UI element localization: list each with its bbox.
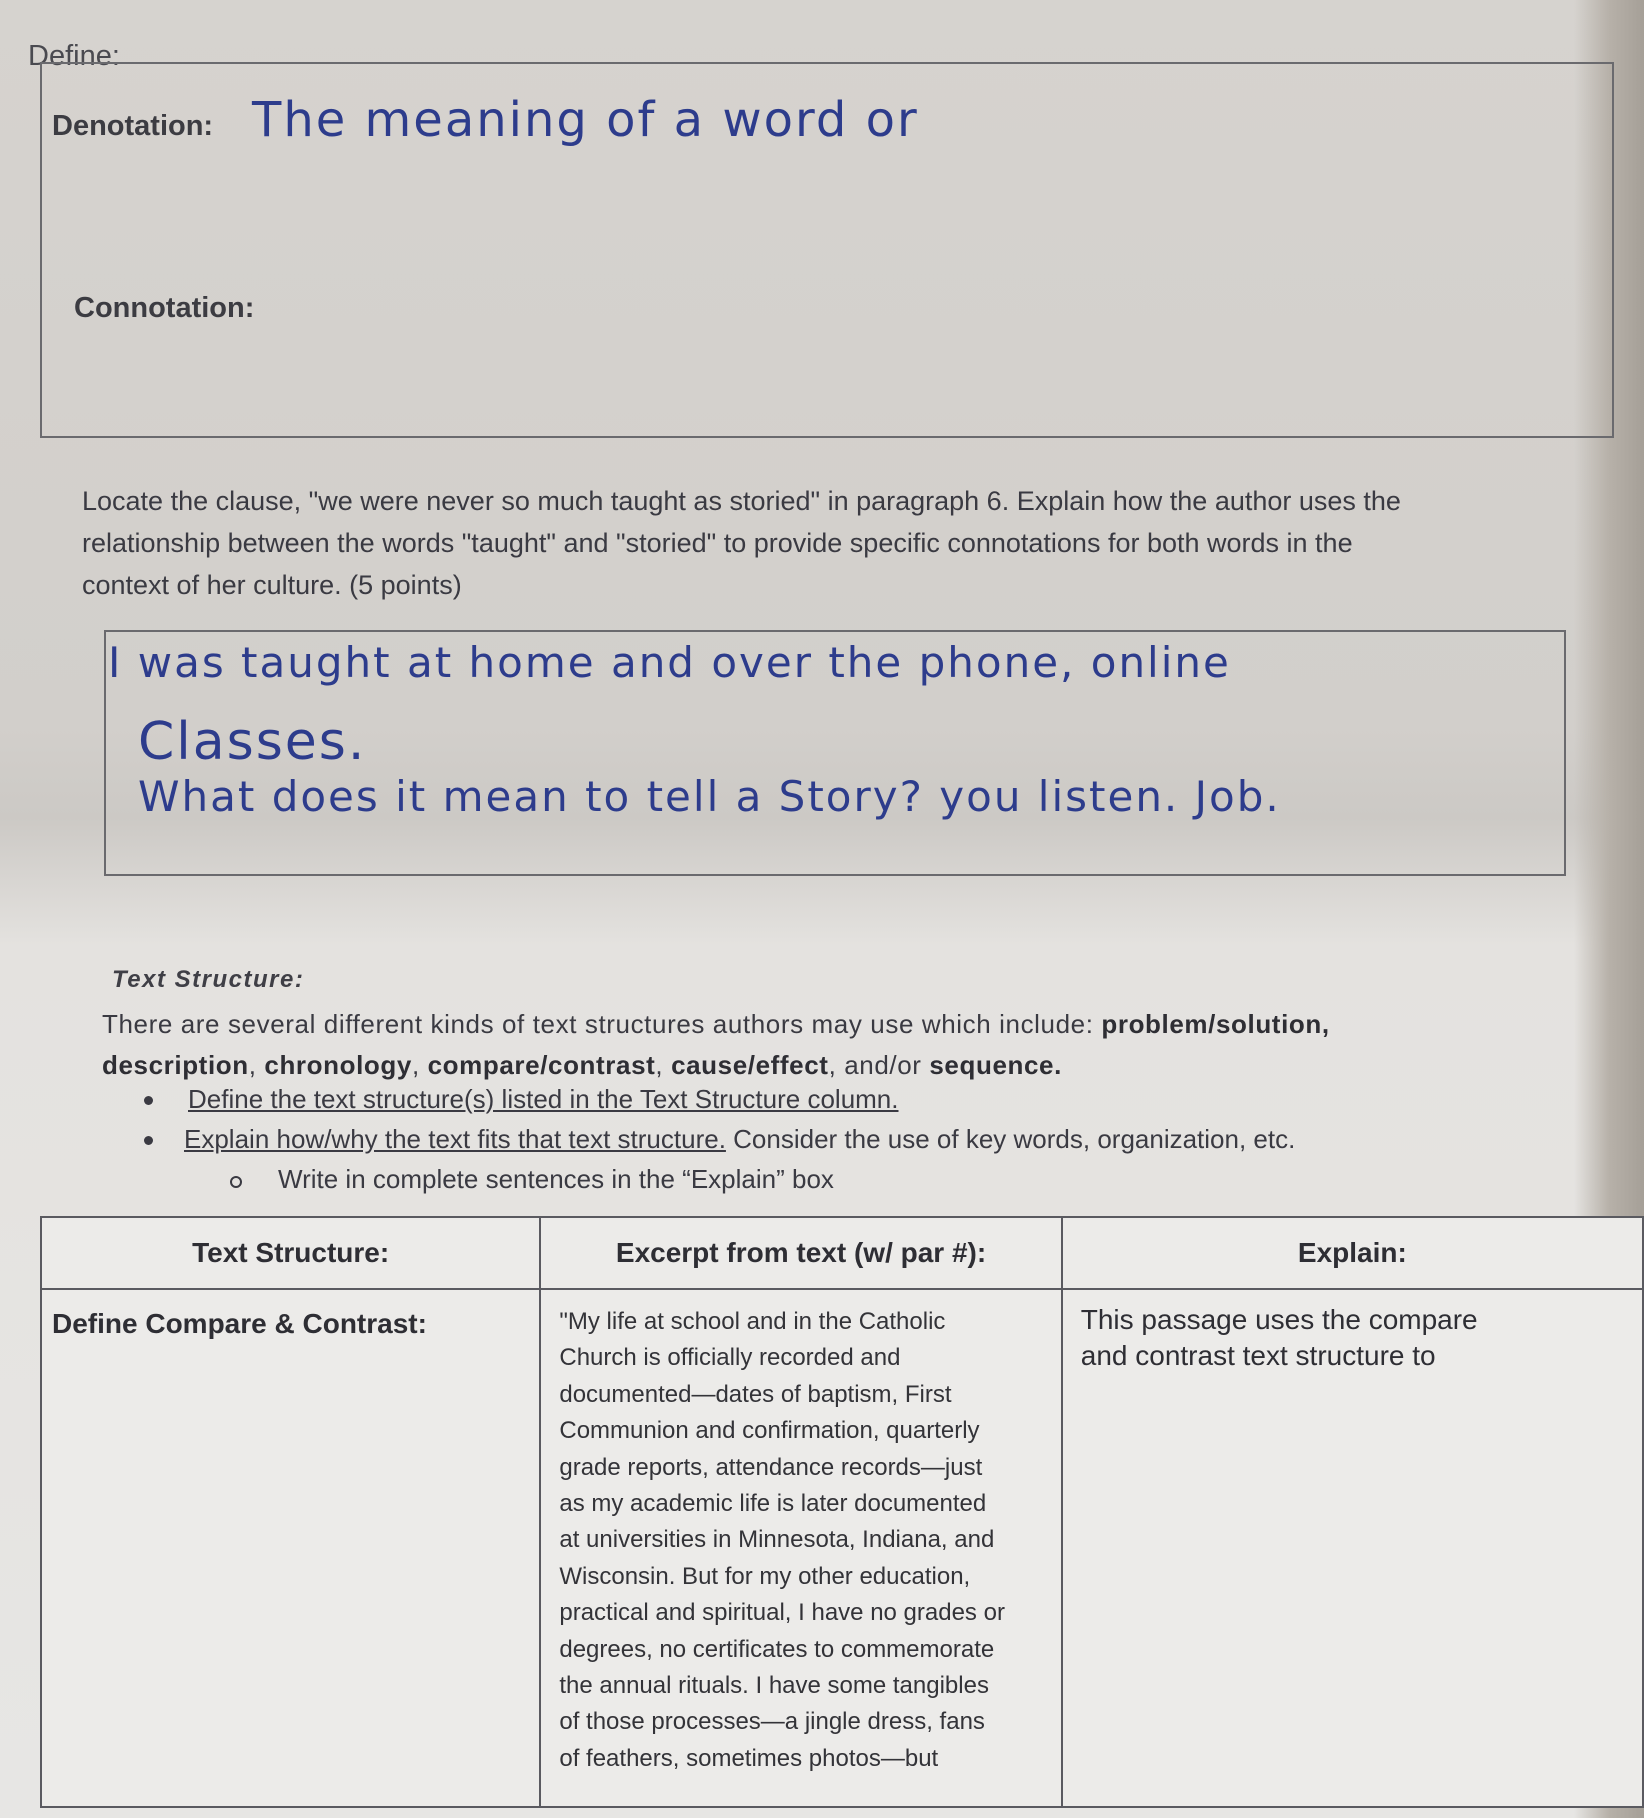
excerpt-line: Wisconsin. But for my other education, <box>559 1562 971 1590</box>
explain-cell[interactable] <box>1062 1289 1643 1807</box>
answer-line: I was taught at home and over the phone, online <box>108 638 1231 687</box>
excerpt-line: degrees, no certificates to commemorate <box>559 1635 995 1663</box>
define-compare-contrast-cell[interactable] <box>41 1289 540 1807</box>
excerpt-line: Communion and confirmation, quarterly <box>559 1417 980 1445</box>
column-header-text-structure: Text Structure: <box>41 1217 540 1289</box>
column-header-explain: Explain: <box>1062 1217 1643 1289</box>
column-header-excerpt: Excerpt from text (w/ par #): <box>540 1217 1061 1289</box>
table-row <box>41 1289 1643 1807</box>
excerpt-line: the annual rituals. I have some tangibles <box>559 1672 989 1700</box>
list-item <box>140 1122 1540 1160</box>
type-cause-effect: cause/effect <box>671 1050 829 1080</box>
type-sequence: sequence. <box>929 1050 1062 1080</box>
instruction-define: Define the text structure(s) listed in the Text Structure column. <box>188 1084 899 1114</box>
excerpt-line: grade reports, attendance records—just <box>559 1453 983 1481</box>
bullet-icon <box>144 1136 153 1145</box>
answer-line: What does it mean to tell a Story? you listen. Job. <box>138 772 1281 821</box>
excerpt-line: as my academic life is later documented <box>559 1490 987 1518</box>
question-prompt <box>82 480 1602 606</box>
intro-text: There are several different kinds of text structures authors may use which include: <box>102 1009 1102 1039</box>
type-problem-solution: problem/solution, <box>1101 1009 1330 1039</box>
bullet-icon <box>144 1096 153 1105</box>
excerpt-line: of feathers, sometimes photos—but <box>559 1744 939 1772</box>
list-item <box>140 1160 1540 1198</box>
prompt-line: Locate the clause, "we were never so much taught as storied" in paragraph 6. Explain how the author uses the <box>82 486 1401 516</box>
prompt-line: relationship between the words "taught" and "storied" to provide specific connotations for both words in the <box>82 528 1353 558</box>
define-compare-contrast-label: Define Compare & Contrast: <box>52 1308 427 1339</box>
table-header-row <box>41 1217 1643 1289</box>
sub-bullet-icon <box>230 1176 242 1188</box>
connotation-answer-area[interactable] <box>250 286 1580 406</box>
instruction-sentences: Write in complete sentences in the “Explain” box <box>278 1164 834 1194</box>
type-compare-contrast: compare/contrast <box>427 1050 656 1080</box>
excerpt-line: "My life at school and in the Catholic <box>559 1308 946 1335</box>
explain-line: and contrast text structure to <box>1080 1340 1436 1371</box>
and-or: and/or <box>844 1050 922 1080</box>
answer-line: Classes. <box>138 712 367 772</box>
define-heading: Define: <box>28 40 120 72</box>
explain-line: This passage uses the compare <box>1080 1304 1478 1335</box>
instruction-explain: Explain how/why the text fits that text structure. <box>184 1124 726 1154</box>
excerpt-line: practical and spiritual, I have no grades or <box>559 1599 1005 1627</box>
prompt-line: context of her culture. (5 points) <box>82 570 462 600</box>
type-chronology: chronology <box>264 1050 412 1080</box>
excerpt-line: documented—dates of baptism, First <box>559 1380 952 1408</box>
instructions-list <box>140 1084 1540 1198</box>
instruction-explain-rest: Consider the use of key words, organization, etc. <box>725 1124 1296 1154</box>
excerpt-line: of those processes—a jingle dress, fans <box>559 1708 985 1736</box>
excerpt-line: at universities in Minnesota, Indiana, and <box>559 1526 995 1554</box>
list-item <box>140 1084 1540 1122</box>
text-structure-heading: Text Structure: <box>112 966 305 993</box>
excerpt-cell <box>540 1289 1061 1807</box>
denotation-label: Denotation: <box>52 110 214 142</box>
text-structure-table <box>40 1216 1644 1808</box>
denotation-answer[interactable]: The meaning of a word or <box>252 92 919 148</box>
text-structure-intro: There are several different kinds of text structures authors may use which include: problem/solution, description, chronology, compare/contrast, cause/effect, and/or sequence. <box>102 1009 1330 1080</box>
excerpt-line: Church is officially recorded and <box>559 1344 901 1372</box>
type-description: description <box>102 1050 249 1080</box>
connotation-label: Connotation: <box>74 292 255 324</box>
